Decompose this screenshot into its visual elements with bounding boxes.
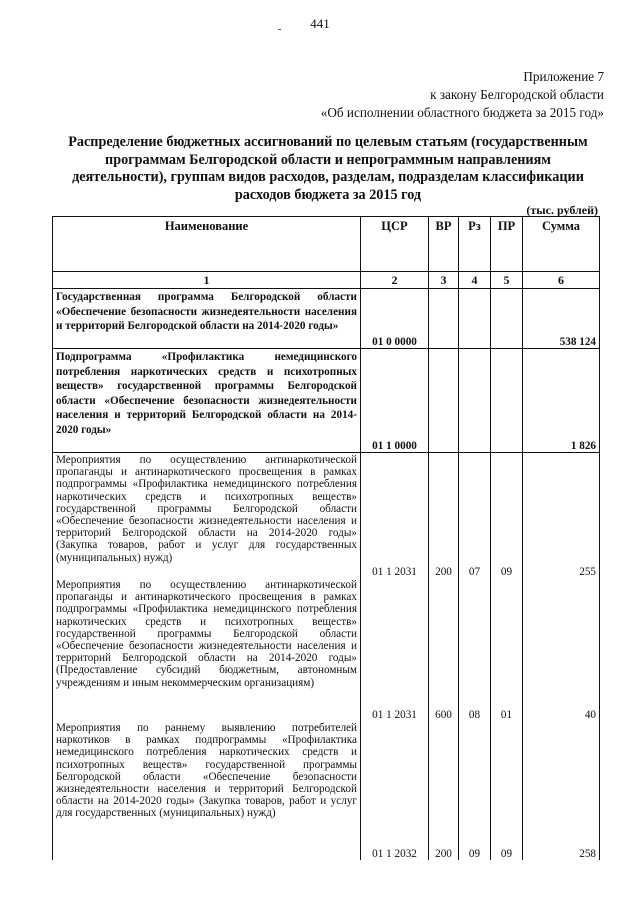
header-pr: ПР bbox=[491, 217, 523, 272]
row-pr: 09 bbox=[491, 453, 523, 579]
row-name: Мероприятия по осуществлению антинаркотической пропаганды и антинаркотического просвещения в рамках подпрограммы «Профилактика немедицинского потребления наркотических средств и психотропных веществ» государственной программы Белгородской области «Обеспечение безопасности жизнедеятельности населения и территорий Белгородской области на 2014-2020 годы» (Предоставление субсидий бюджетным, автономным учреждениям и иным некоммерческим организациям) bbox=[53, 578, 361, 721]
row-sum: 258 bbox=[523, 721, 600, 860]
row-name: Мероприятия по осуществлению антинаркотической пропаганды и антинаркотического просвещения в рамках подпрограммы «Профилактика немедицинского потребления наркотических средств и психотропных веществ» государственной программы Белгородской области «Обеспечение безопасности жизнедеятельности населения и территорий Белгородской области на 2014-2020 годы» (Закупка товаров, работ и услуг для государственных (муниципальных) нужд) bbox=[53, 453, 361, 579]
table-row bbox=[53, 721, 600, 860]
appendix-line-1: Приложение 7 bbox=[523, 69, 604, 84]
header-name: Наименование bbox=[53, 217, 361, 272]
row-vr bbox=[429, 289, 459, 349]
table-row bbox=[53, 453, 600, 579]
appendix-header bbox=[321, 68, 604, 122]
row-pr: 09 bbox=[491, 721, 523, 860]
row-rz bbox=[459, 349, 491, 453]
row-sum: 40 bbox=[523, 578, 600, 721]
row-rz: 08 bbox=[459, 578, 491, 721]
row-name: Подпрограмма «Профилактика немедицинского потребления наркотических средств и психотропных веществ» государственной программы Белгородской области «Обеспечение безопасности жизнедеятельности населения и территорий Белгородской области на 2014-2020 годы» bbox=[53, 349, 361, 453]
table-row bbox=[53, 349, 600, 453]
row-csr: 01 1 2031 bbox=[361, 453, 429, 579]
row-rz: 07 bbox=[459, 453, 491, 579]
table-row bbox=[53, 289, 600, 349]
row-sum: 255 bbox=[523, 453, 600, 579]
appendix-line-3: «Об исполнении областного бюджета за 2015 год» bbox=[320, 105, 604, 120]
row-pr bbox=[491, 349, 523, 453]
header-csr: ЦСР bbox=[361, 217, 429, 272]
row-name: Государственная программа Белгородской области «Обеспечение безопасности жизнедеятельности населения и территорий Белгородской области на 2014-2020 годы» bbox=[53, 289, 361, 349]
budget-table bbox=[52, 216, 600, 860]
header-vr: ВР bbox=[429, 217, 459, 272]
row-pr: 01 bbox=[491, 578, 523, 721]
row-vr: 200 bbox=[429, 453, 459, 579]
page-number: 441 bbox=[310, 16, 330, 31]
row-csr: 01 1 2031 bbox=[361, 578, 429, 721]
appendix-line-2: к закону Белгородской области bbox=[430, 87, 604, 102]
units-label: (тыс. рублей) bbox=[526, 203, 598, 217]
header-rz: Рз bbox=[459, 217, 491, 272]
row-csr: 01 1 2032 bbox=[361, 721, 429, 860]
row-vr bbox=[429, 349, 459, 453]
table-row bbox=[53, 578, 600, 721]
row-sum: 1 826 bbox=[523, 349, 600, 453]
row-sum: 538 124 bbox=[523, 289, 600, 349]
row-rz bbox=[459, 289, 491, 349]
row-vr: 200 bbox=[429, 721, 459, 860]
document-title: Распределение бюджетных ассигнований по целевым статьям (государственным программам Белгородской области и непрограммным направлениям деятельности), группам видов расходов, разделам, подразделам классификации расходов бюджета за 2015 год bbox=[68, 134, 588, 203]
col-number: 1 bbox=[53, 272, 361, 289]
column-number-row bbox=[53, 272, 600, 289]
row-rz: 09 bbox=[459, 721, 491, 860]
col-number: 6 bbox=[523, 272, 600, 289]
row-csr: 01 0 0000 bbox=[361, 289, 429, 349]
col-number: 2 bbox=[361, 272, 429, 289]
col-number: 4 bbox=[459, 272, 491, 289]
header-sum: Сумма bbox=[523, 217, 600, 272]
row-vr: 600 bbox=[429, 578, 459, 721]
row-name: Мероприятия по раннему выявлению потребителей наркотиков в рамках подпрограммы «Профилактика немедицинского потребления наркотических средств и психотропных веществ» государственной программы Белгородской области «Обеспечение безопасности жизнедеятельности населения и территорий Белгородской области на 2014-2020 годы» (Закупка товаров, работ и услуг для государственных (муниципальных) нужд) bbox=[53, 721, 361, 860]
header-row bbox=[53, 217, 600, 272]
col-number: 5 bbox=[491, 272, 523, 289]
row-pr bbox=[491, 289, 523, 349]
row-csr: 01 1 0000 bbox=[361, 349, 429, 453]
top-dash: - bbox=[278, 24, 282, 35]
col-number: 3 bbox=[429, 272, 459, 289]
